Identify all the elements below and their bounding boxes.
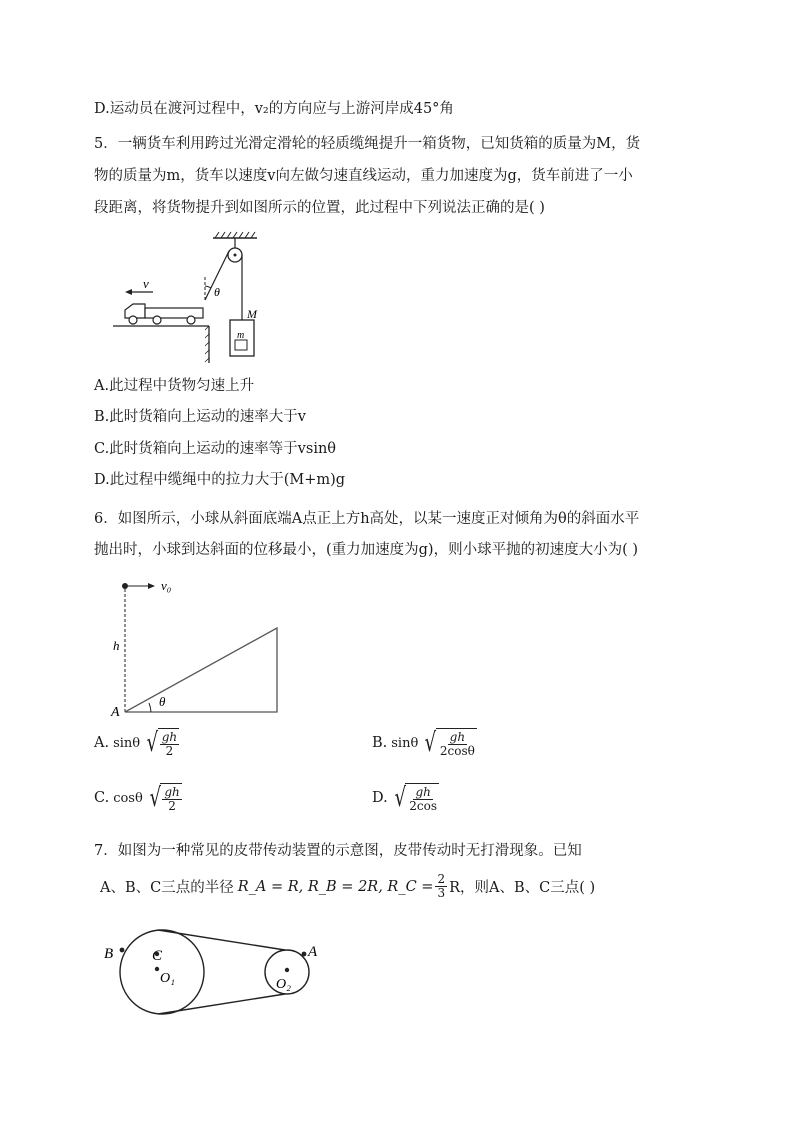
q7-stem-line1: 7．如图为一种常见的皮带传动装置的示意图，皮带传动时无打滑现象。已知 [94,843,582,859]
q5-option-b: B.此时货箱向上运动的速率大于v [94,409,306,425]
velocity-label: v [143,276,149,291]
q6-option-d: D. √ $\frac{gh}{2\cos}$ [372,783,438,813]
point-b-label: B [104,946,114,962]
q5-option-d: D.此过程中缆绳中的拉力大于(M+m)g [94,472,346,488]
o1-label: O₁ [160,971,175,986]
theta-label: θ [159,694,166,709]
cargo-mass-label: m [237,330,245,341]
incline [125,628,277,712]
ball [122,583,128,589]
q5-option-c: C.此时货箱向上运动的速率等于vsinθ [94,441,337,457]
q5-truck-pulley-figure [105,228,275,368]
q5-option-a: A.此过程中货物匀速上升 [94,378,255,394]
q6-stem-line2: 抛出时，小球到达斜面的位移最小，(重力加速度为g)，则小球平抛的初速度大小为( ) [94,542,639,558]
q6-stem-line1: 6．如图所示，小球从斜面底端A点正上方h高处，以某一速度正对倾角为θ的斜面水平 [94,511,640,527]
q4-option-d: D.运动员在渡河过程中，v₂的方向应与上游河岸成45°角 [94,101,454,117]
q6-incline-figure [105,572,290,720]
truck [125,304,203,324]
o2-label: O₂ [276,977,291,992]
theta-label: θ [214,285,220,299]
box-mass-label: M [247,307,257,321]
q5-stem-line1: 5．一辆货车利用跨过光滑定滑轮的轻质缆绳提升一箱货物，已知货箱的质量为M，货 [94,136,641,152]
q5-stem-line3: 段距离，将货物提升到如图所示的位置，此过程中下列说法正确的是( ) [94,200,545,216]
q6-option-c: C. cosθ √ $\frac{gh}{2}$ [94,783,180,813]
q7-belt-drive-figure [100,920,330,1018]
point-a-label: A [308,944,318,960]
point-c-label: C [152,948,163,964]
q5-stem-line2: 物的质量为m，货车以速度v向左做匀速直线运动，重力加速度为g，货车前进了一小 [94,168,633,184]
q6-option-b: B. sinθ √ $\frac{gh}{2\cos\theta}$ [372,728,475,758]
h-label: h [113,638,120,653]
point-a-label: A [111,705,120,720]
q6-option-a: A. sinθ √ $\frac{gh}{2}$ [94,728,178,758]
q7-stem-line2: A、B、C三点的半径 R_A = R, R_B = 2R, R_C = $\frac{2}{3}$ R，则A、B、C三点( ) [100,872,596,900]
v0-label: v₀ [161,578,172,593]
